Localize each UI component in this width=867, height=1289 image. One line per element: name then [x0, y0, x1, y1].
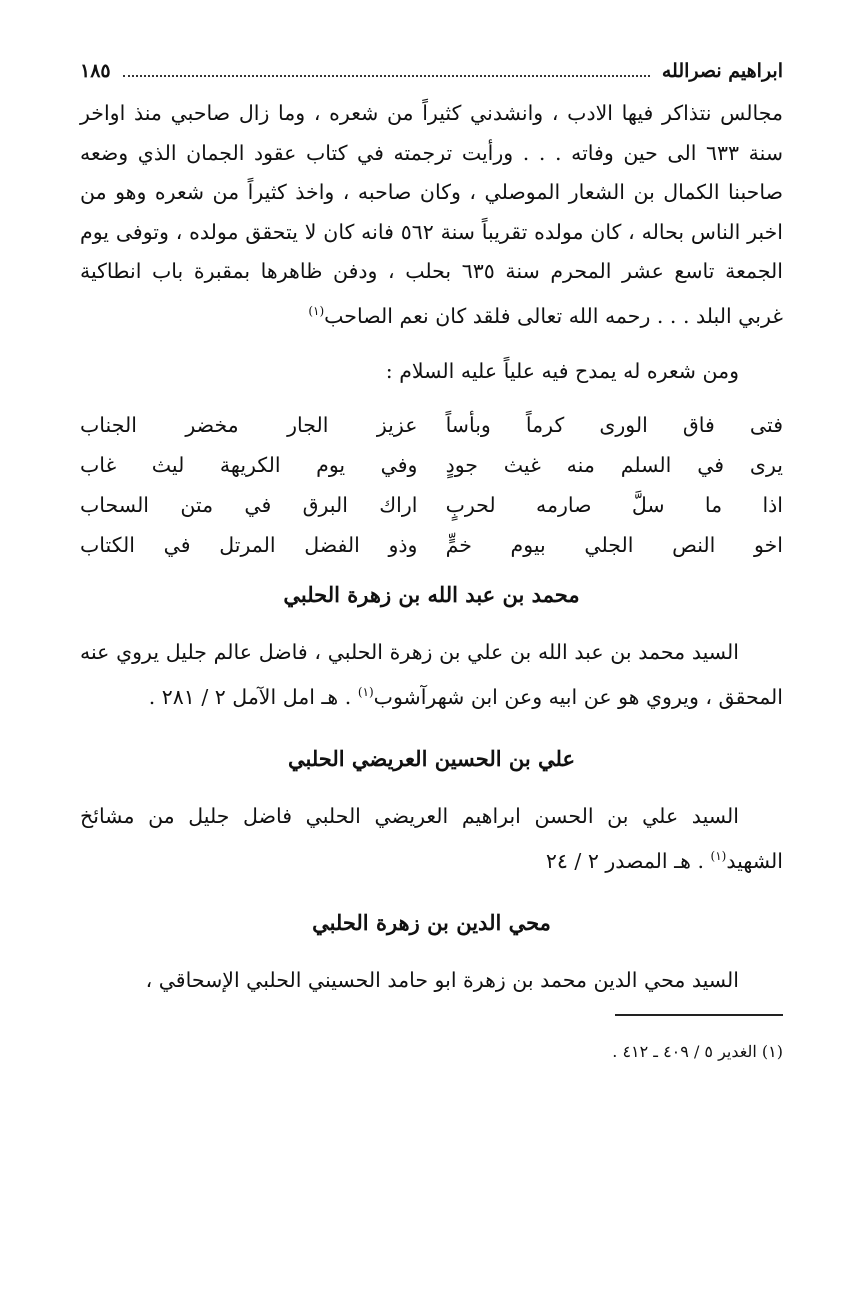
section-body-text: السيد علي بن الحسن ابراهيم العريضي الحلبي فاضل جليل من مشائخ الشهيد: [80, 804, 783, 873]
poem-verse: [80, 485, 783, 525]
poem-verse: [80, 445, 783, 485]
verse-second-hemistich: عزيز الجار مخضر الجناب: [80, 413, 418, 438]
verse-first-hemistich: اذا ما سلَّ صارمه لحربٍ: [445, 493, 783, 518]
footnote: (١) الغدير ٥ / ٤٠٩ ـ ٤١٢ .: [612, 1042, 783, 1062]
verse-second-hemistich: وذو الفضل المرتل في الكتاب: [80, 533, 418, 558]
section-body-muhyi: السيد محي الدين محمد بن زهرة ابو حامد الحسيني الحلبي الإسحاقي ،: [145, 967, 739, 992]
section-body-muhammad: [80, 633, 783, 717]
poem: [80, 405, 783, 565]
verse-first-hemistich: فتى فاق الورى كرماً وبأساً: [445, 413, 783, 438]
header-leader-dots: [123, 75, 650, 77]
footnote-marker: (١): [710, 848, 727, 863]
section-body-ali: [80, 797, 783, 881]
section-body-source: . هـ امل الآمل ٢ / ٢٨١ .: [148, 684, 352, 709]
section-heading-ali: علي بن الحسين العريضي الحلبي: [288, 746, 575, 772]
verse-first-hemistich: اخو النص الجلي بيوم خمٍّ: [445, 533, 783, 558]
section-body-source: . هـ المصدر ٢ / ٢٤: [545, 848, 704, 873]
running-header: [80, 60, 783, 90]
footnote-marker: (١): [357, 684, 374, 699]
header-title: ابراهيم نصرالله: [661, 60, 783, 82]
verse-second-hemistich: اراك البرق في متن السحاب: [80, 493, 418, 518]
verse-second-hemistich: وفي يوم الكريهة ليث غاب: [80, 453, 418, 478]
opening-paragraph: [80, 94, 783, 336]
section-body-text: السيد محمد بن عبد الله بن علي بن زهرة الحلبي ، فاضل عالم جليل يروي عنه المحقق ، ويروي هو عن ابيه وعن ابن شهرآشوب: [80, 640, 783, 709]
book-page: [80, 60, 783, 1061]
section-heading-muhammad: محمد بن عبد الله بن زهرة الحلبي: [283, 582, 580, 608]
footnote-separator: [615, 1014, 783, 1016]
poem-verse: [80, 525, 783, 565]
section-heading-muhyi: محي الدين بن زهرة الحلبي: [312, 909, 551, 935]
opening-paragraph-text: مجالس نتذاكر فيها الادب ، وانشدني كثيراً من شعره ، وما زال صاحبي منذ اواخر سنة ٦٣٣ الى حين وفاته . . . ورأيت ترجمته في كتاب عقود الجمان الذي وضعه صاحبنا الكمال بن الشعار الموصلي ، وكان صاحبه ، واخذ كثيراً من شعره وهو من اخبر الناس بحاله ، كان مولده تقريباً سنة ٥٦٢ فانه كان لا يتحقق مولده ، وتوفى يوم الجمعة تاسع عشر المحرم سنة ٦٣٥ بحلب ، ودفن ظاهرها بمقبرة باب انطاكية غربي البلد . . . رحمه الله تعالى فلقد كان نعم الصاحب: [80, 101, 783, 328]
verse-first-hemistich: يرى في السلم منه غيث جودٍ: [445, 453, 783, 478]
poem-intro: ومن شعره له يمدح فيه علياً عليه السلام :: [385, 358, 739, 383]
footnote-marker: (١): [308, 303, 325, 318]
page-number: ١٨٥: [80, 60, 111, 82]
poem-verse: [80, 405, 783, 445]
